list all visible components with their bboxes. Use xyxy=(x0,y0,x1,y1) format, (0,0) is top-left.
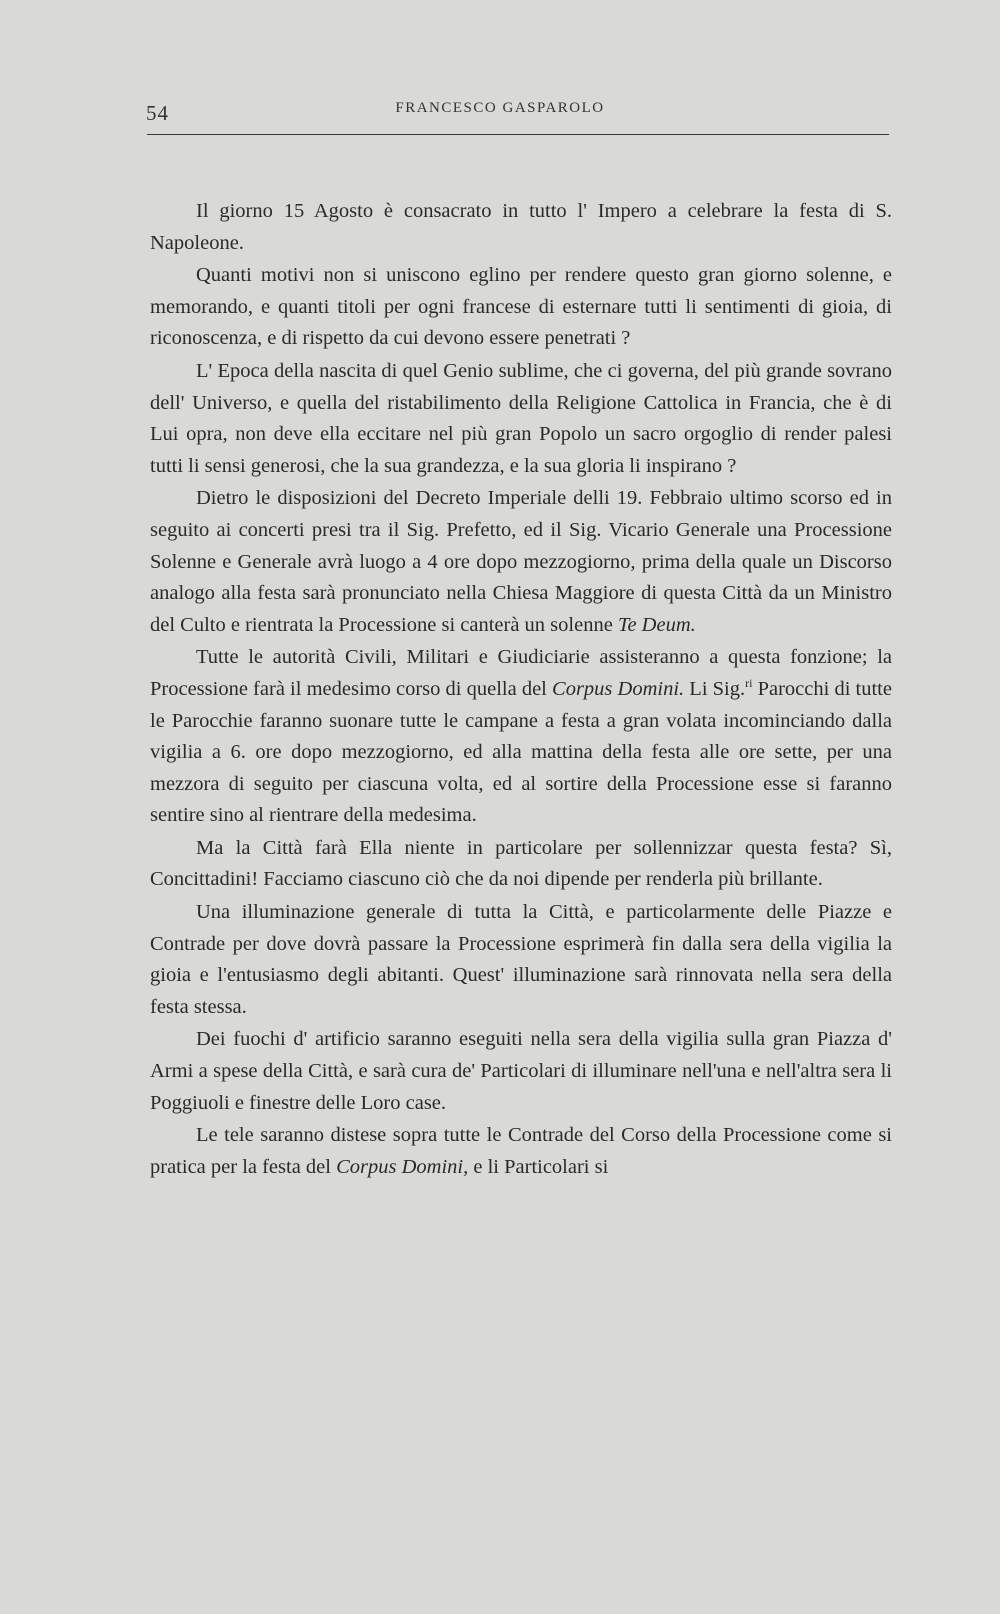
paragraph xyxy=(150,833,892,896)
paragraph-text: Dietro le disposizioni del Decreto Imperiale delli 19. Febbraio ultimo scorso ed in seguito ai concerti presi tra il Sig. Prefetto, ed il Sig. Vicario Generale una Processione Solenne e Generale avrà luogo a 4 ore dopo mezzogiorno, prima della quale un Discorso analogo alla festa sarà pronunciato nella Chiesa Maggiore di questa Città da un Ministro del Culto e rientrata la Processione si canterà un solenne xyxy=(150,487,892,636)
header-rule xyxy=(147,134,889,135)
paragraph-text: Quanti motivi non si uniscono eglino per rendere questo gran giorno solenne, e memorando, e quanti titoli per ogni francese di esternare tutti li sentimenti di gioia, di riconoscenza, e di rispetto da cui devono essere penetrati ? xyxy=(150,264,892,350)
paragraph xyxy=(150,260,892,355)
paragraph-text: Dei fuochi d' artificio saranno eseguiti nella sera della vigilia sulla gran Piazza d' Armi a spese della Città, e sarà cura de' Particolari di illuminare nell'una e nell'altra sera li Poggiuoli e finestre delle Loro case. xyxy=(150,1028,892,1114)
paragraph xyxy=(150,642,892,832)
paragraph xyxy=(150,356,892,482)
italic-text: Corpus Domini, xyxy=(336,1155,469,1178)
paragraph xyxy=(150,483,892,641)
paragraph xyxy=(150,196,892,259)
paragraph xyxy=(150,1120,892,1183)
running-head: FRANCESCO GASPAROLO xyxy=(395,100,605,116)
superscript-text: ri xyxy=(745,676,753,691)
paragraph-text: L' Epoca della nascita di quel Genio sublime, che ci governa, del più grande sovrano dell' Universo, e quella del ristabilimento della Religione Cattolica in Francia, che è di Lui opra, non deve ella eccitare nel più gran Popolo un sacro orgoglio di render palesi tutti li sensi generosi, che la sua grandezza, e la sua gloria li inspirano ? xyxy=(150,359,892,477)
paragraph-text: Una illuminazione generale di tutta la Città, e particolarmente delle Piazze e Contrade per dove dovrà passare la Processione esprimerà fin dalla sera della vigilia la gioia e l'entusiasmo degli abitanti. Quest' illuminazione sarà rinnovata nella sera della festa stessa. xyxy=(150,901,892,1018)
paragraph-text: e li Particolari si xyxy=(468,1155,609,1178)
paragraph xyxy=(150,897,892,1023)
italic-text: Corpus Domini. xyxy=(552,677,685,700)
paragraph-text: Il giorno 15 Agosto è consacrato in tutto l' Impero a celebrare la festa di S. Napoleone. xyxy=(150,200,892,254)
paragraph-text: Ma la Città farà Ella niente in particolare per sollennizzar questa festa? Sì, Concittadini! Facciamo ciascuno ciò che da noi dipende per renderla più brillante. xyxy=(150,836,892,891)
paragraph-text: Parocchi di tutte le Parocchie faranno suonare tutte le campane a festa a gran volata incominciando dalla vigilia a 6. ore dopo mezzogiorno, ed alla mattina della festa alle ore sette, per una mezzora di seguito per ciascuna volta, ed al sortire della Processione esse si faranno sentire sino al rientrare della medesima. xyxy=(150,677,892,827)
paragraph xyxy=(150,1024,892,1119)
italic-text: Te Deum. xyxy=(617,613,696,636)
body-text xyxy=(150,196,892,1184)
paragraph-text: Le tele saranno distese sopra tutte le Contrade del Corso della Processione come si pratica per la festa del xyxy=(150,1124,892,1178)
paragraph-text: Li Sig. xyxy=(684,677,746,700)
paragraph-text: Tutte le autorità Civili, Militari e Giudiciarie assisteranno a questa fonzione; la Processione farà il medesimo corso di quella del xyxy=(150,646,892,700)
page-number: 54 xyxy=(146,101,169,125)
